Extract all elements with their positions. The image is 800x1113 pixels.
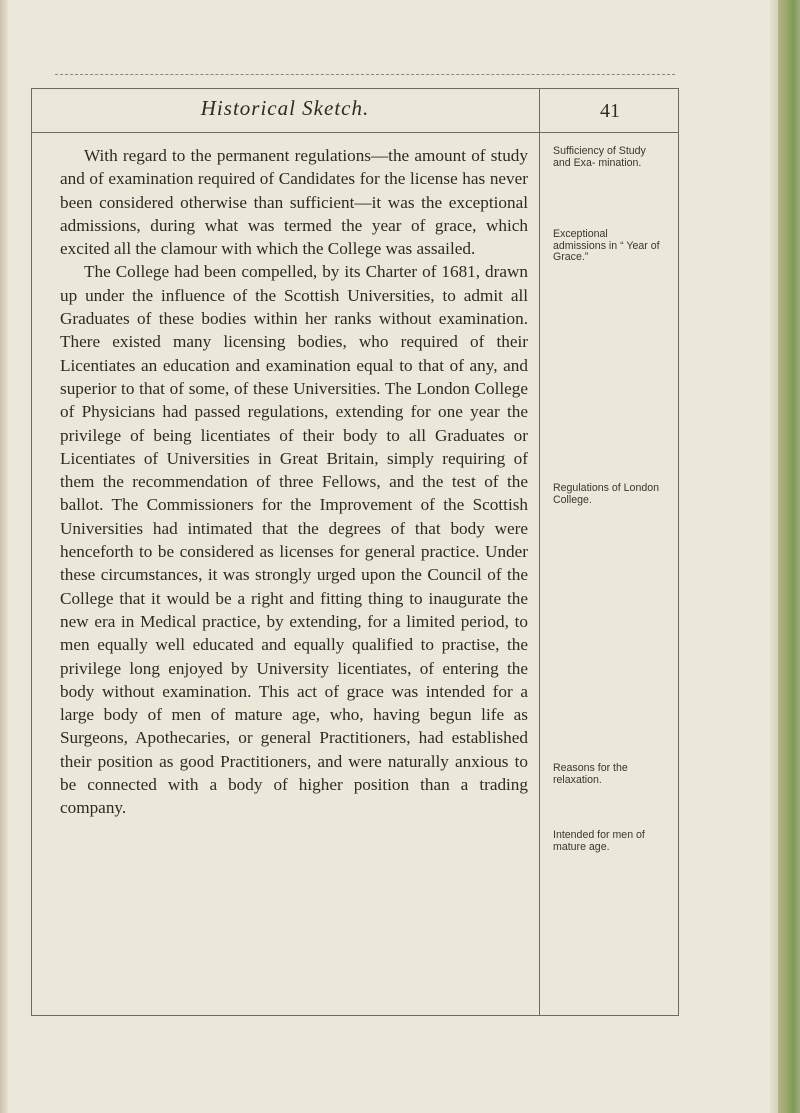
margin-column-rule: [539, 88, 540, 1016]
margin-note-sufficiency: Sufficiency of Study and Exa- mination.: [553, 145, 646, 169]
page-number: 41: [600, 100, 620, 122]
frame-top-rule: [55, 74, 675, 75]
margin-note-mature-age: Intended for men of mature age.: [553, 829, 645, 853]
margin-note-exceptional-admissions: Exceptional admissions in “ Year of Grace.”: [553, 228, 660, 264]
adjacent-page-edge: [778, 0, 800, 1113]
margin-note-london-regulations: Regulations of London College.: [553, 482, 660, 506]
running-head: Historical Sketch.: [200, 96, 370, 120]
page-edge: [770, 0, 778, 1113]
margin-note-relaxation: Reasons for the relaxation.: [553, 762, 628, 786]
header-rule: [31, 132, 679, 133]
paragraph: The College had been compelled, by its Charter of 1681, drawn up under the influence of the Scottish Universities, to admit all Graduates of these bodies within her ranks without examination. There existed many licensing bodies, who required of their Licentiates an education and examination equal to that of any, and superior to that of some, of these Universities. The London College of Physicians had passed regulations, extending for one year the privilege of being licentiates of their body to all Graduates or Licentiates of Universities in Great Britain, simply requiring of them the recommendation of three Fellows, and the test of the ballot. The Commissioners for the Improvement of the Scottish Universities had intimated that the degrees of that body were henceforth to be considered as licenses for general practice. Under these circumstances, it was strongly urged upon the Council of the College that it would be a right and fitting thing to inaugurate the new era in Medical practice, by extending, for a limited period, to men equally well educated and equally qualified to practise, the privilege long enjoyed by University licentiates, of entering the body without examination. This act of grace was intended for a large body of men of mature age, who, having begun life as Surgeons, Apothecaries, or general Practitioners, had established their position as good Practitioners, and were naturally anxious to be connected with a body of higher position than a trading company.: [60, 262, 528, 818]
body-text: [60, 144, 528, 820]
page-binding-shadow: [0, 0, 8, 1113]
paragraph: With regard to the permanent regulations—the amount of study and of examination required of Candidates for the license has never been considered otherwise than sufficient—it was the exceptional admissions, during what was termed the year of grace, which excited all the clamour with which the College was assailed.: [60, 146, 528, 259]
